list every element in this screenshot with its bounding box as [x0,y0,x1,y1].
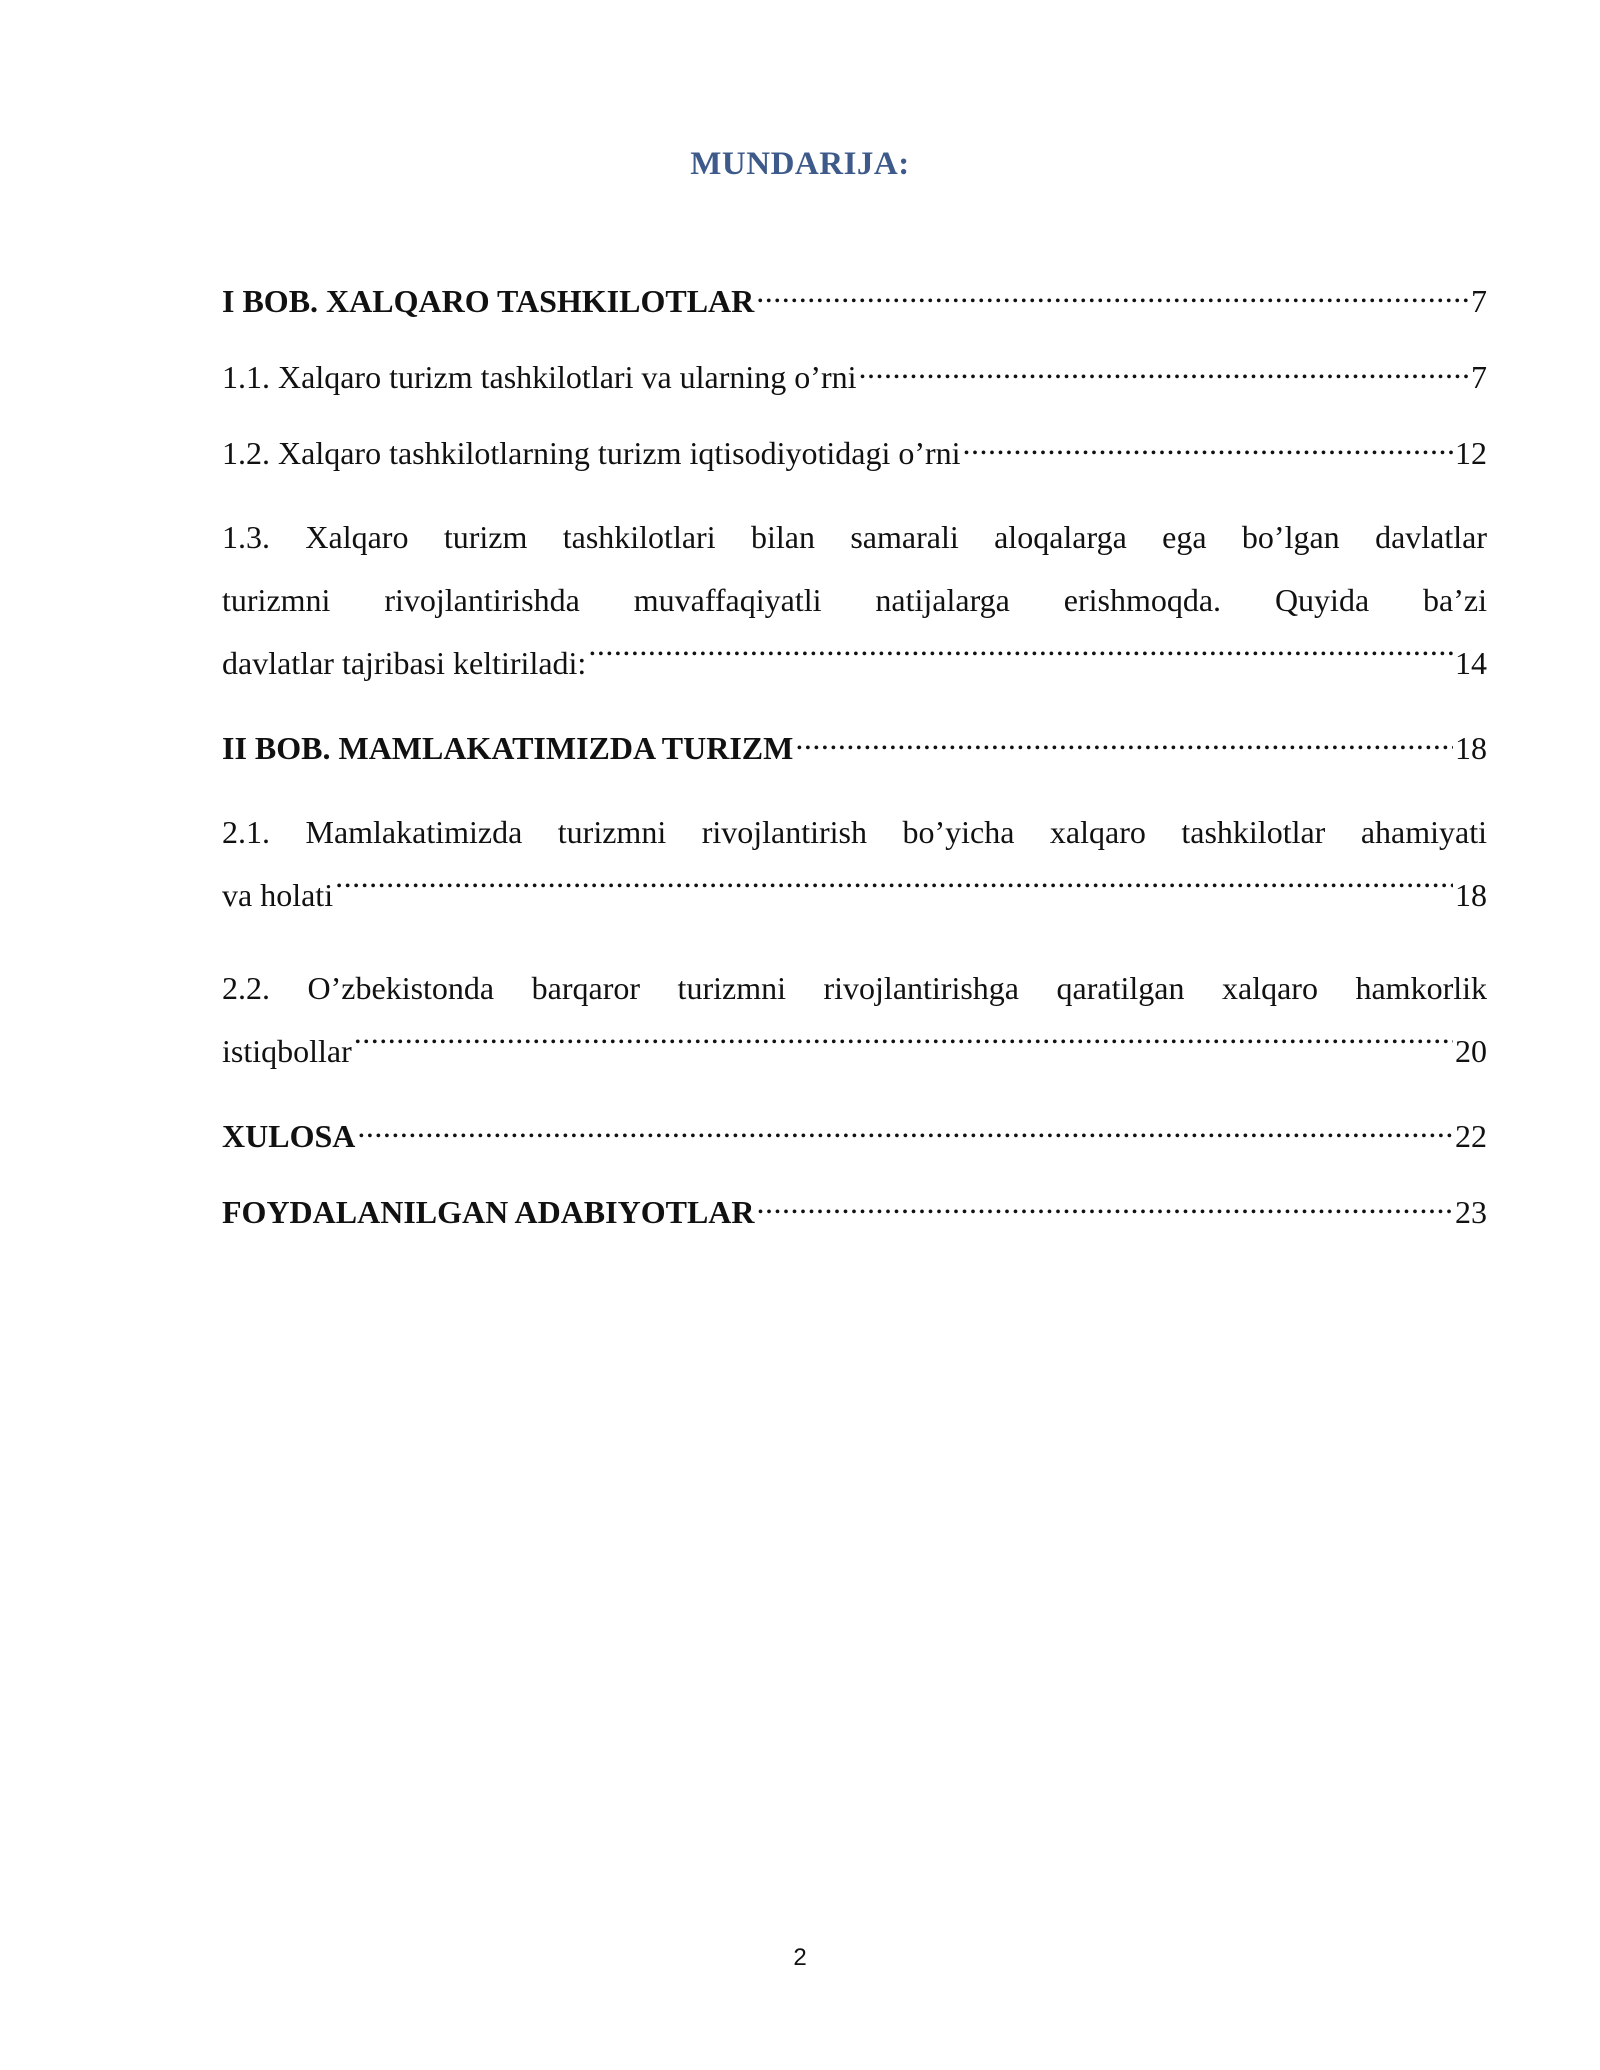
toc-entry-1-3[interactable] [222,506,1487,695]
toc-entry-conclusion[interactable] [222,1113,1487,1159]
toc-page-number: 23 [1455,1194,1487,1230]
toc-entry-line: 2.1. Mamlakatimizda turizmni rivojlantirish bo’yicha xalqaro tashkilotlar ahamiyati [222,814,1487,850]
toc-entry-chapter-2[interactable] [222,725,1487,771]
toc-entry-label: II BOB. MAMLAKATIMIZDA TURIZM [222,730,794,766]
dot-leader [757,1193,1454,1223]
table-of-contents [222,278,1487,1265]
toc-entry-1-1[interactable] [222,354,1487,400]
toc-entry-line: 1.3. Xalqaro turizm tashkilotlari bilan samarali aloqalarga ega bo’lgan davlatlar [222,519,1487,555]
dot-leader [354,1032,1453,1062]
toc-page-number: 18 [1455,730,1487,766]
toc-entry-2-2[interactable] [222,957,1487,1083]
toc-entry-1-2[interactable] [222,430,1487,476]
toc-entry-chapter-1[interactable] [222,278,1487,324]
toc-entry-label: FOYDALANILGAN ADABIYOTLAR [222,1194,755,1230]
toc-entry-line: va holati [222,877,334,913]
dot-leader [357,1117,1453,1147]
toc-page-number: 18 [1455,877,1487,913]
toc-entry-2-1[interactable] [222,801,1487,927]
toc-page-number: 22 [1455,1118,1487,1154]
toc-entry-line: istiqbollar [222,1033,352,1069]
toc-entry-line: 2.2. O’zbekistonda barqaror turizmni rivojlantirishga qaratilgan xalqaro hamkorlik [222,970,1487,1006]
toc-page-number: 20 [1455,1033,1487,1069]
toc-page-number: 14 [1455,645,1487,681]
dot-leader [756,282,1469,312]
page-number: 2 [793,1944,807,1971]
toc-entry-references[interactable] [222,1189,1487,1235]
toc-page-number: 7 [1471,283,1487,319]
toc-page-number: 12 [1455,435,1487,471]
toc-page-number: 7 [1471,359,1487,395]
toc-entry-line: turizmni rivojlantirishda muvaffaqiyatli natijalarga erishmoqda. Quyida ba’zi [222,582,1487,618]
dot-leader [859,358,1470,388]
dot-leader [795,729,1453,759]
toc-entry-line: davlatlar tajribasi keltiriladi: [222,645,587,681]
dot-leader [963,434,1453,464]
dot-leader [588,644,1453,674]
toc-entry-label: 1.1. Xalqaro turizm tashkilotlari va ularning o’rni [222,359,857,395]
toc-entry-label: XULOSA [222,1118,356,1154]
page-title: MUNDARIJA: [690,146,910,182]
toc-entry-label: I BOB. XALQARO TASHKILOTLAR [222,283,755,319]
dot-leader [335,876,1453,906]
toc-entry-label: 1.2. Xalqaro tashkilotlarning turizm iqtisodiyotidagi o’rni [222,435,961,471]
